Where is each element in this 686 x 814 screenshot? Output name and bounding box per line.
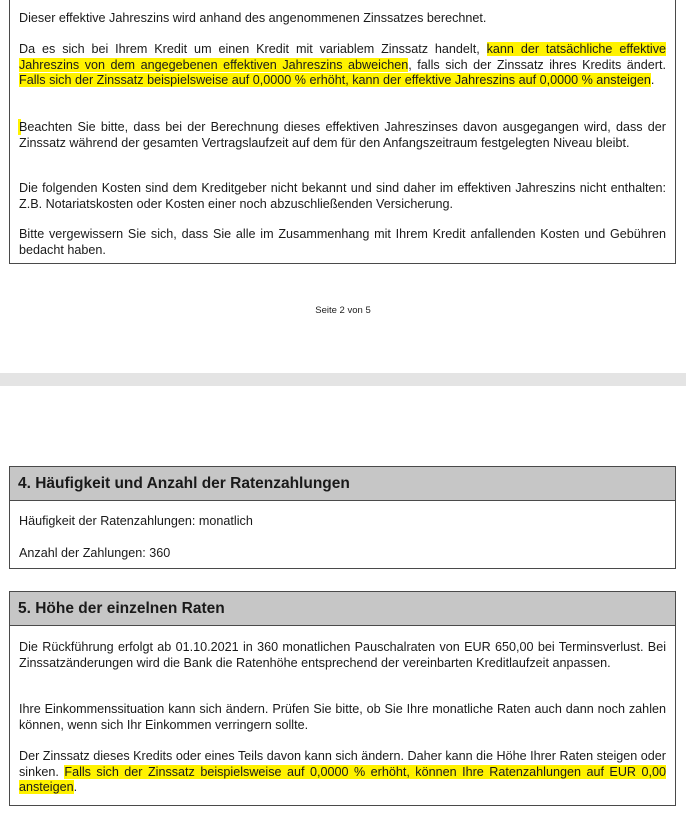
section-4-box [9,466,676,569]
paragraph-repayment: Die Rückführung erfolgt ab 01.10.2021 in 360 monatlichen Pauschalraten von EUR 650,00 bei Terminsverlust. Bei Zinssatzänderungen wird die Bank die Ratenhöhe entsprechend der vereinbarten Kreditlaufzeit anpassen. [19,640,666,670]
effective-rate-info-box [9,0,676,264]
document-page-2 [0,0,686,373]
text-segment: Da es sich bei Ihrem Kredit um einen Kredit mit variablem Zinssatz handelt, [19,42,487,56]
paragraph-income-change: Ihre Einkommenssituation kann sich ändern. Prüfen Sie bitte, ob Sie Ihre monatliche Raten auch dann noch zahlen können, wenn sich Ihr Einkommen verringern sollte. [19,702,666,732]
text-segment: , falls sich der Zinssatz ihres Kredits ändert. [408,57,666,72]
payment-count: Anzahl der Zahlungen: 360 [19,546,171,560]
paragraph-unknown-costs: Die folgenden Kosten sind dem Kreditgeber nicht bekannt und sind daher im effektiven Jahreszins nicht enthalten: Z.B. Notariatskosten oder Kosten einer noch abzuschließenden Versicherung. [19,181,666,211]
section-title: 4. Häufigkeit und Anzahl der Ratenzahlungen [18,475,350,492]
paragraph-calculation-assumption: Beachten Sie bitte, dass bei der Berechnung dieses effektiven Jahreszinses davon ausgegangen wird, dass der Zinssatz während der gesamten Vertragslaufzeit auf dem für den Anfangszeitraum festgelegten Niveau bleibt. [19,120,666,150]
highlighted-text: Falls sich der Zinssatz beispielsweise auf 0,0000 % erhöht, kann der effektive Jahreszins auf 0,0000 % ansteigen [19,73,651,88]
section-5-box [9,591,676,806]
page-separator [0,373,686,386]
paragraph-rate-basis: Dieser effektive Jahreszins wird anhand des angenommenen Zinssatzes berechnet. [19,11,487,25]
highlighted-text: kann der tatsächliche effektive Jahreszins von dem angegebenen effektiven Jahreszins abweichen [19,42,666,72]
paragraph-check-costs: Bitte vergewissern Sie sich, dass Sie alle im Zusammenhang mit Ihrem Kredit anfallenden Kosten und Gebühren bedacht haben. [19,227,666,257]
paragraph-variable-rate [19,42,666,89]
text-segment: . [73,780,78,795]
text-segment: Der Zinssatz dieses Kredits oder eines Teils davon kann sich ändern. Daher kann die Höhe Ihrer Raten steigen oder sinken. [19,749,666,779]
section-5-header [10,592,675,626]
section-title: 5. Höhe der einzelnen Raten [18,600,225,617]
paragraph-rate-change [19,749,666,796]
highlighted-text: Falls sich der Zinssatz beispielsweise auf 0,0000 % erhöht, können Ihre Ratenzahlungen auf EUR 0,00 ansteigen [19,764,666,795]
payment-frequency: Häufigkeit der Ratenzahlungen: monatlich [19,514,253,528]
section-4-header [10,467,675,501]
document-page-3 [0,386,686,814]
page-number: Seite 2 von 5 [315,305,371,316]
text-segment: . [650,73,655,88]
